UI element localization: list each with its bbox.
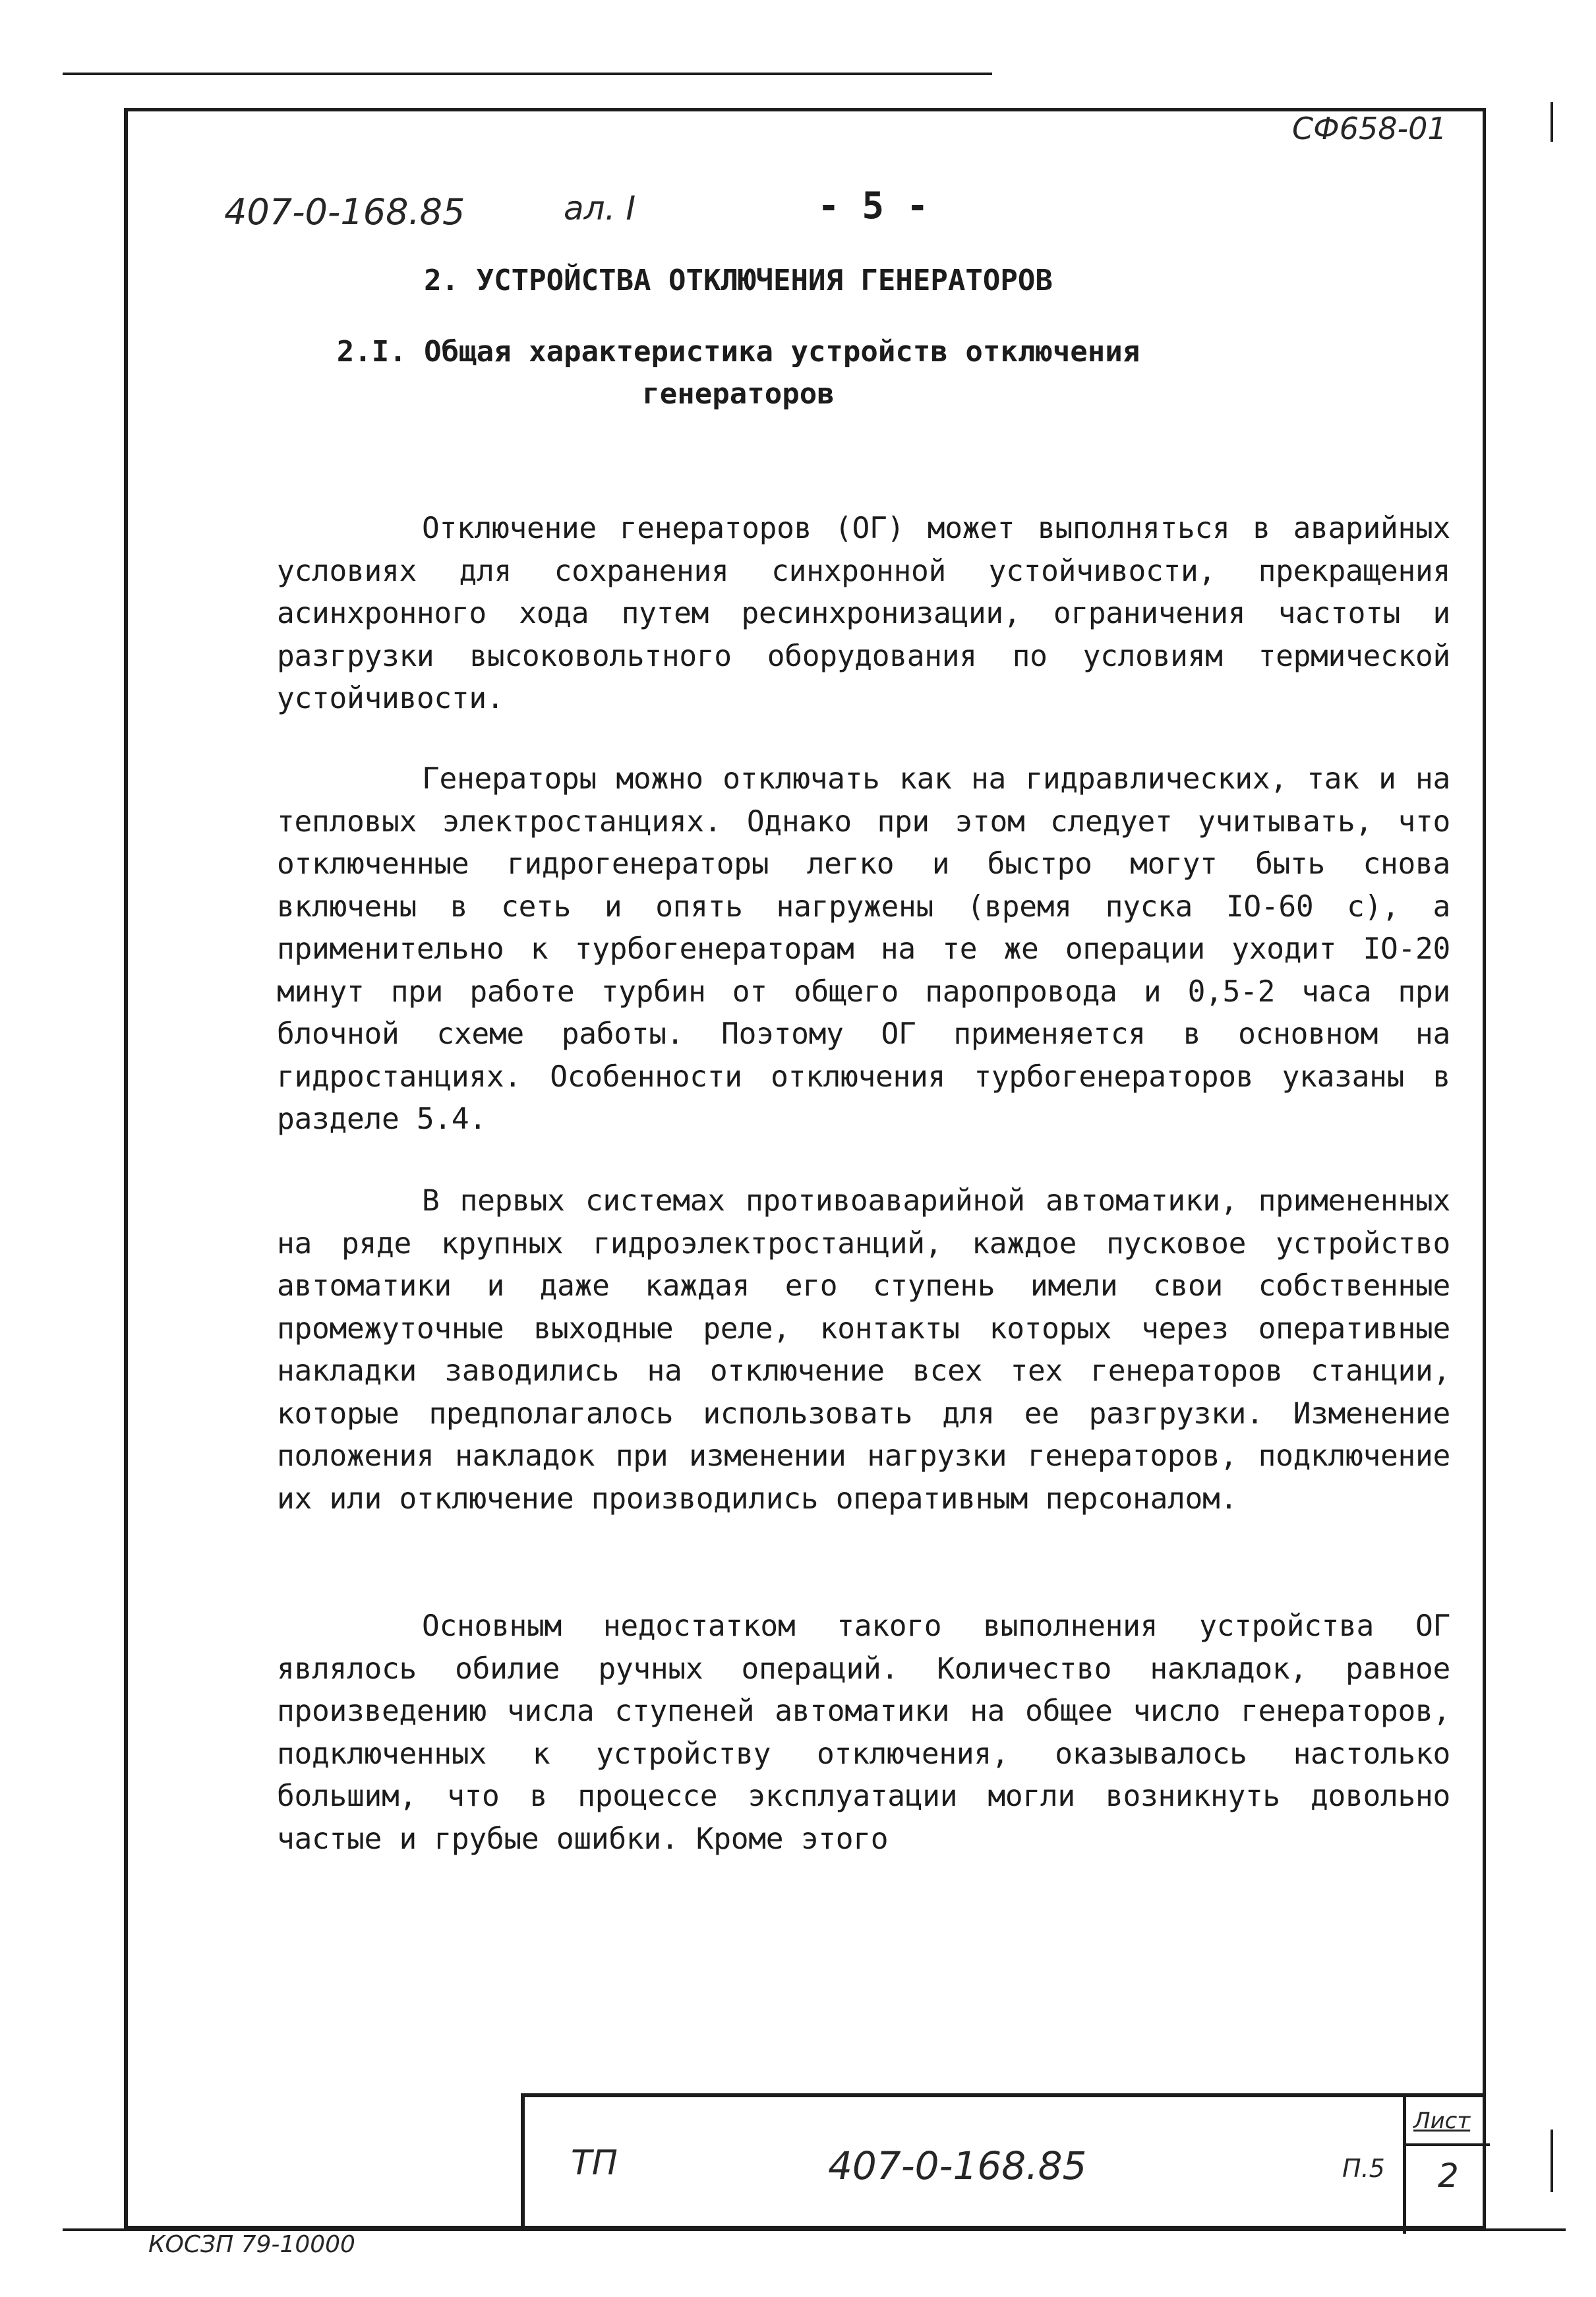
stamp-sheet-label: Лист xyxy=(1413,2108,1471,2134)
page-number: - 5 - xyxy=(817,185,929,227)
paragraph-3: В первых системах противоаварийной автоматики, примененных на ряде крупных гидроэлектростанций, каждое пусковое устройство автоматики и даже каждая его ступень имели свои собственные промежуточные выходные реле, контакты которых через оперативные накладки заводились на отключение всех тех генераторов станции, которые предполагалось использовать для ее разгрузки. Изменение положения накладок при изменении нагрузки генераторов, подключение их или отключение производились оперативным персоналом. xyxy=(277,1184,1450,1516)
title-block xyxy=(521,2093,1486,2230)
print-code: КОСЗП 79-10000 xyxy=(148,2231,355,2258)
stamp-type-label: ТП xyxy=(571,2143,618,2183)
right-edge-mark-lower xyxy=(1551,2130,1553,2192)
document-frame xyxy=(124,108,1486,2230)
section-title: 2. УСТРОЙСТВА ОТКЛЮЧЕНИЯ ГЕНЕРАТОРОВ xyxy=(424,264,1053,297)
subsection-title-line2: генераторов xyxy=(642,377,835,411)
paragraph-4: Основным недостатком такого выполнения устройства ОГ являлось обилие ручных операций. Количество накладок, равное произведению числа ступеней автоматики на общее число генераторов, подключенных к устройству отключения, оказывалось настолько большим, что в процессе эксплуатации могли возникнуть довольно частые и грубые ошибки. Кроме этого xyxy=(277,1609,1450,1856)
paragraph-2: Генераторы можно отключать как на гидравлических, так и на тепловых электростанциях. Однако при этом следует учитывать, что отключенные гидрогенераторы легко и быстро могут быть снова включены в сеть и опять нагружены (время пуска IO-60 с), а применительно к турбогенераторам на те же операции уходит IO-20 минут при работе турбин от общего паропровода и 0,5-2 часа при блочной схеме работы. Поэтому ОГ применяется в основном на гидростанциях. Особенности отключения турбогенераторов указаны в разделе 5.4. xyxy=(277,762,1450,1136)
stamp-sheet-number: 2 xyxy=(1438,2157,1459,2195)
paragraph-1: Отключение генераторов (ОГ) может выполняться в аварийных условиях для сохранения синхронной устойчивости, прекращения асинхронного хода путем ресинхронизации, ограничения частоты и разгрузки высоковольтного оборудования по условиям термической устойчивости. xyxy=(277,512,1450,715)
top-cut-line xyxy=(63,73,992,75)
doc-number-handwritten: 407-0-168.85 xyxy=(224,191,465,233)
stamp-doc-number: 407-0-168.85 xyxy=(828,2143,1087,2188)
archive-code: СФ658-01 xyxy=(1292,111,1447,146)
right-edge-mark xyxy=(1551,102,1553,142)
stamp-sheet-divider xyxy=(1406,2143,1490,2146)
stamp-divider xyxy=(1403,2097,1406,2234)
subsection-title-line1: 2.I. Общая характеристика устройств отключения xyxy=(336,335,1140,369)
stamp-part: П.5 xyxy=(1342,2154,1385,2183)
album-label: ал. I xyxy=(564,189,636,227)
